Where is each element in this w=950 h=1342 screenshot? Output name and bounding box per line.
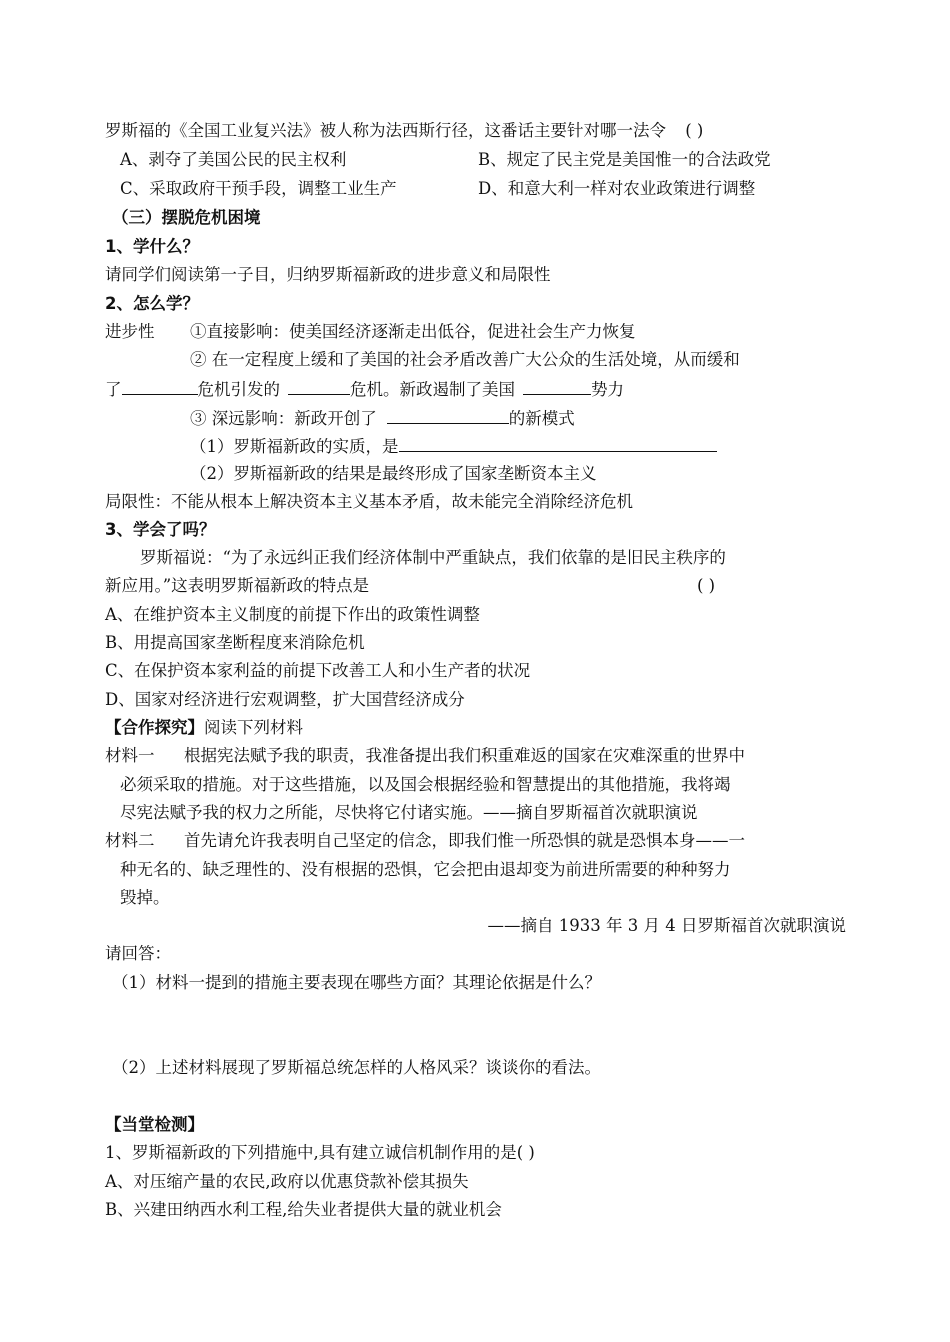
fill-text: 的新模式 bbox=[508, 409, 575, 428]
material-2-line: 毁掉。 bbox=[120, 888, 170, 907]
material-1-line: 根据宪法赋予我的职责，我准备提出我们积重难返的国家在灾难深重的世界中 bbox=[184, 746, 745, 765]
coop-title: 【合作探究】 bbox=[105, 718, 204, 737]
learn-what-heading: 1、学什么？ bbox=[105, 237, 199, 256]
fill-text: 危机引发的 bbox=[197, 380, 280, 399]
how-learn-heading: 2、怎么学？ bbox=[105, 294, 199, 313]
material-1-line: 必须采取的措施。对于这些措施，以及国会根据经验和智慧提出的其他措施，我将竭 bbox=[120, 775, 731, 794]
limitation-text: 局限性：不能从根本上解决资本主义基本矛盾，故未能完全消除经济危机 bbox=[105, 492, 633, 511]
coop-question-1: （1）材料一提到的措施主要表现在哪些方面？其理论依据是什么？ bbox=[112, 973, 601, 992]
quote-line-2: 新应用。”这表明罗斯福新政的特点是 bbox=[105, 576, 370, 595]
check-question-1: 1、罗斯福新政的下列措施中,具有建立诚信机制作用的是( ) bbox=[105, 1143, 535, 1162]
result-statement: （2）罗斯福新政的结果是最终形成了国家垄断资本主义 bbox=[190, 464, 597, 483]
question-stem bbox=[105, 123, 703, 140]
material-2-source: ——摘自 1933 年 3 月 4 日罗斯福首次就职演说 bbox=[487, 916, 846, 935]
question-stem-text: 罗斯福的《全国工业复兴法》被人称为法西斯行径，这番话主要针对哪一法令 bbox=[105, 121, 666, 140]
progress-point-2-cont bbox=[105, 380, 624, 399]
answer-parenthesis: ( ) bbox=[697, 576, 716, 595]
coop-intro: 阅读下列材料 bbox=[204, 718, 303, 737]
learned-heading: 3、学会了吗？ bbox=[105, 520, 216, 539]
option-c: C、采取政府干预手段，调整工业生产 bbox=[120, 179, 397, 198]
option-b: B、规定了民主党是美国惟一的合法政党 bbox=[478, 150, 771, 169]
learn-what-text: 请同学们阅读第一子目，归纳罗斯福新政的进步意义和局限性 bbox=[105, 265, 551, 284]
fill-blank[interactable] bbox=[399, 437, 717, 452]
quote-line-1: 罗斯福说：“为了永远纠正我们经济体制中严重缺点，我们依靠的是旧民主秩序的 bbox=[140, 548, 726, 567]
fill-blank[interactable] bbox=[288, 380, 350, 395]
fill-blank[interactable] bbox=[387, 409, 509, 424]
check-heading: 【当堂检测】 bbox=[105, 1115, 204, 1134]
answer-parenthesis: ( ) bbox=[685, 121, 704, 140]
progress-label: 进步性 bbox=[105, 322, 155, 341]
fill-blank[interactable] bbox=[122, 380, 198, 395]
option-c: C、在保护资本家利益的前提下改善工人和小生产者的状况 bbox=[105, 661, 531, 680]
option-a: A、对压缩产量的农民,政府以优惠贷款补偿其损失 bbox=[105, 1172, 469, 1191]
fill-text: 了 bbox=[105, 380, 122, 399]
progress-point-3 bbox=[190, 409, 575, 428]
fill-text: ③ 深远影响：新政开创了 bbox=[190, 409, 377, 428]
progress-point-2: ② 在一定程度上缓和了美国的社会矛盾改善广大公众的生活处境，从而缓和 bbox=[190, 350, 740, 369]
option-a: A、在维护资本主义制度的前提下作出的政策性调整 bbox=[105, 605, 480, 624]
option-d: D、和意大利一样对农业政策进行调整 bbox=[478, 179, 756, 198]
fill-blank[interactable] bbox=[523, 380, 591, 395]
option-b: B、兴建田纳西水利工程,给失业者提供大量的就业机会 bbox=[105, 1200, 502, 1219]
fill-text: 危机。新政遏制了美国 bbox=[350, 380, 515, 399]
material-1-line: 尽宪法赋予我的权力之所能，尽快将它付诸实施。——摘自罗斯福首次就职演说 bbox=[120, 803, 698, 822]
answer-prompt: 请回答： bbox=[105, 944, 171, 963]
essence-question bbox=[190, 437, 717, 456]
option-a: A、剥夺了美国公民的民主权利 bbox=[120, 150, 347, 169]
progress-point-1: ①直接影响：使美国经济逐渐走出低谷，促进社会生产力恢复 bbox=[190, 322, 636, 341]
fill-text: （1）罗斯福新政的实质，是 bbox=[190, 437, 399, 456]
material-1-label: 材料一 bbox=[105, 746, 155, 765]
material-2-line: 首先请允许我表明自己坚定的信念，即我们惟一所恐惧的就是恐惧本身——一 bbox=[184, 831, 745, 850]
option-d: D、国家对经济进行宏观调整，扩大国营经济成分 bbox=[105, 690, 465, 709]
coop-heading bbox=[105, 720, 303, 737]
option-b: B、用提高国家垄断程度来消除危机 bbox=[105, 633, 365, 652]
material-2-line: 种无名的、缺乏理性的、没有根据的恐惧，它会把由退却变为前进所需要的种种努力 bbox=[120, 860, 731, 879]
coop-question-2: （2）上述材料展现了罗斯福总统怎样的人格风采？谈谈你的看法。 bbox=[112, 1058, 601, 1077]
fill-text: 势力 bbox=[591, 380, 624, 399]
material-2-label: 材料二 bbox=[105, 831, 155, 850]
section-title: （三）摆脱危机困境 bbox=[112, 208, 261, 227]
